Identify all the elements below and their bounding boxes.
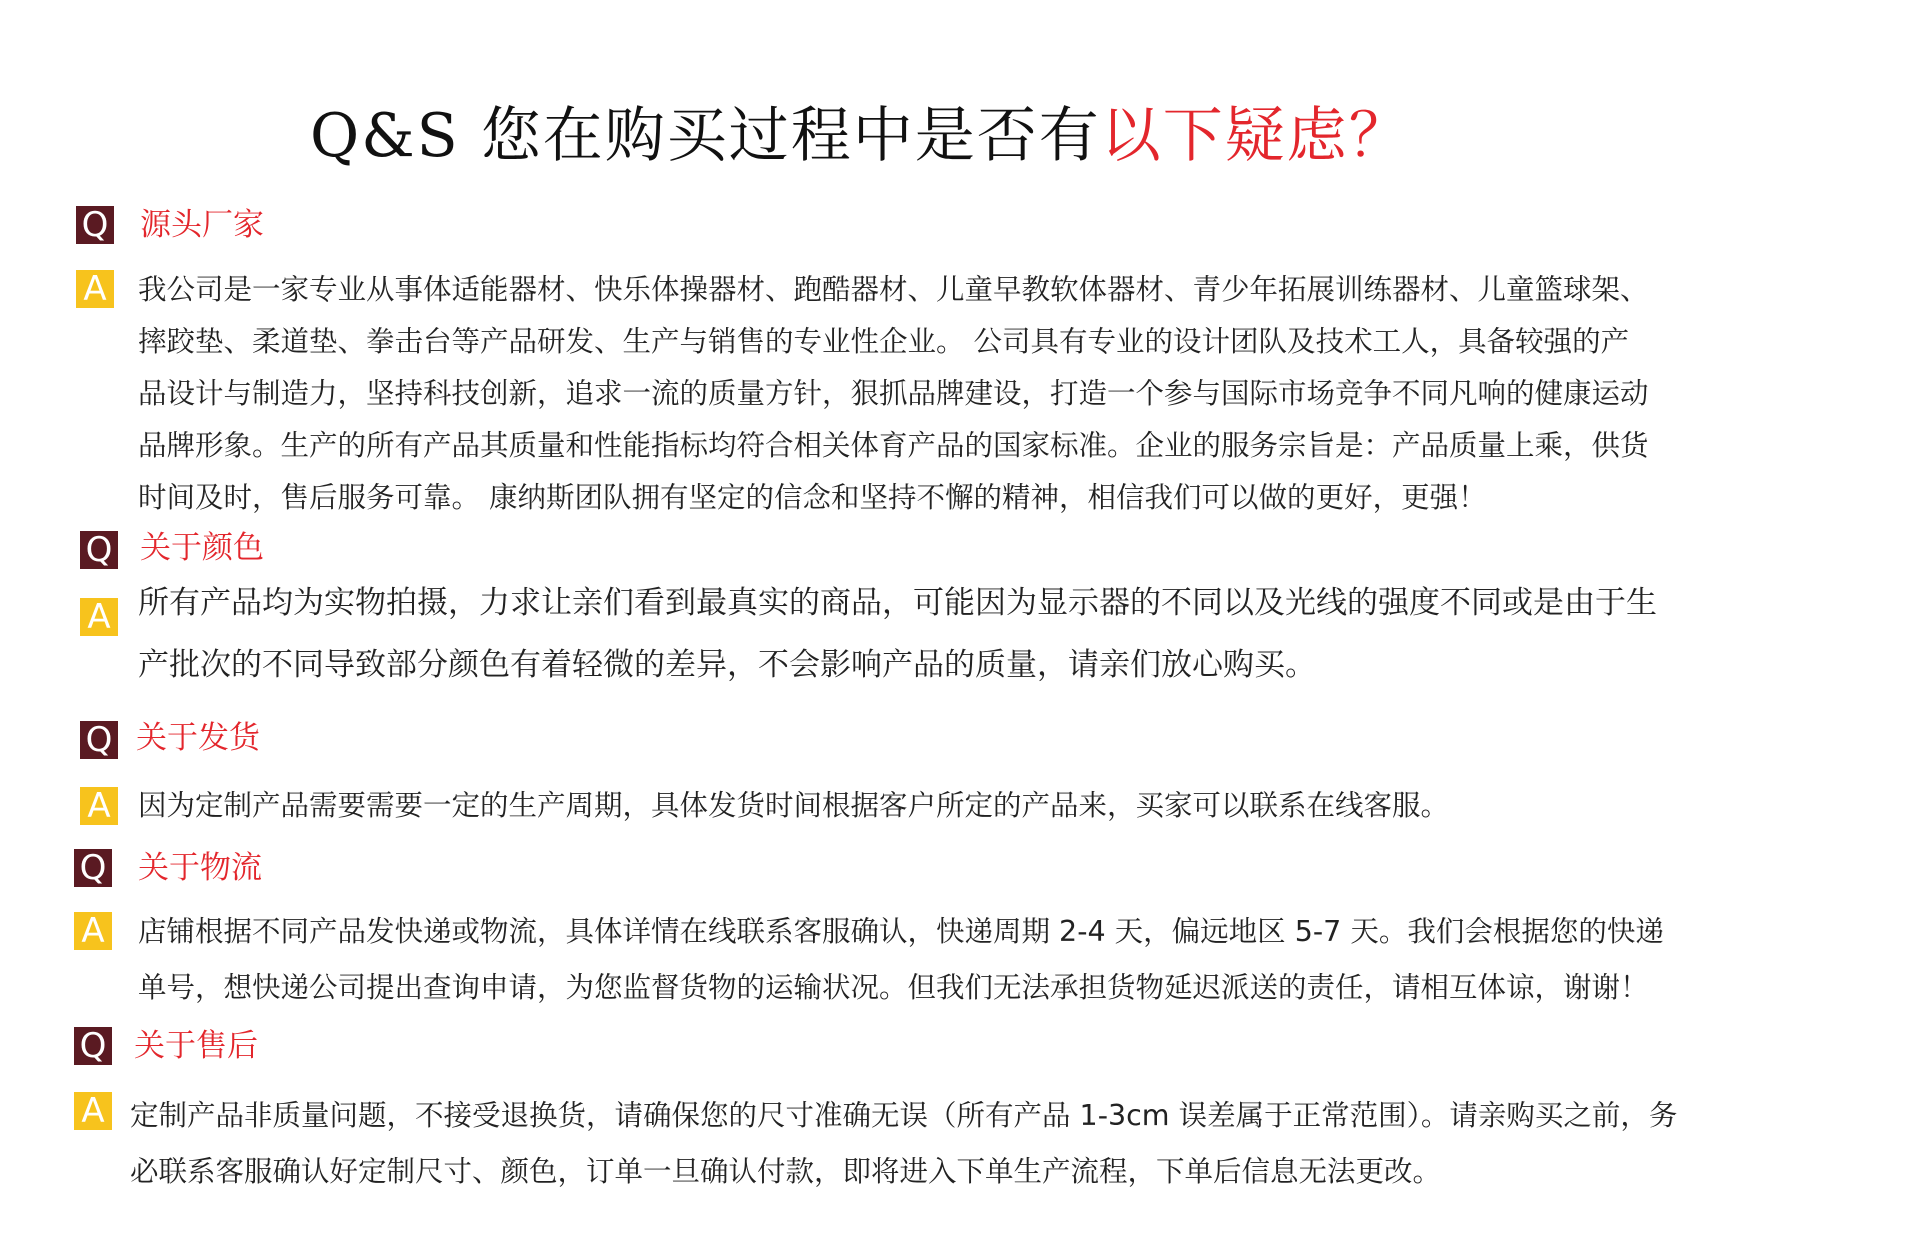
question-title-logistics: 关于物流 [138, 850, 262, 886]
question-title-after-sales: 关于售后 [134, 1028, 258, 1064]
page-title-prefix: Q&S 您在购买过程中是否有 [310, 101, 1101, 171]
answer-logistics [138, 904, 1798, 1016]
answer-line: 我公司是一家专业从事体适能器材、快乐体操器材、跑酷器材、儿童早教软体器材、青少年拓展训练器材、儿童篮球架、 [138, 273, 1649, 306]
question-badge-icon: Q [74, 849, 112, 887]
answer-line: 单号，想快递公司提出查询申请，为您监督货物的运输状况。但我们无法承担货物延迟派送的责任，请相互体谅，谢谢！ [138, 971, 1649, 1004]
answer-badge-icon: A [80, 787, 118, 825]
question-title-color: 关于颜色 [140, 530, 264, 566]
page-title-highlight: 以下疑虑？ [1100, 101, 1411, 171]
answer-after-sales [130, 1088, 1790, 1200]
answer-line: 品牌形象。生产的所有产品其质量和性能指标均符合相关体育产品的国家标准。企业的服务宗旨是：产品质量上乘，供货 [138, 429, 1649, 462]
answer-badge-icon: A [76, 270, 114, 308]
question-title-shipping: 关于发货 [136, 720, 260, 756]
answer-line: 所有产品均为实物拍摄，力求让亲们看到最真实的商品，可能因为显示器的不同以及光线的强度不同或是由于生 [138, 585, 1657, 621]
answer-line: 产批次的不同导致部分颜色有着轻微的差异，不会影响产品的质量，请亲们放心购买。 [138, 647, 1316, 683]
answer-shipping [138, 784, 1798, 828]
answer-line: 品设计与制造力，坚持科技创新，追求一流的质量方针，狠抓品牌建设，打造一个参与国际市场竞争不同凡响的健康运动 [138, 377, 1649, 410]
page-title [310, 96, 1610, 176]
answer-line: 时间及时，售后服务可靠。 康纳斯团队拥有坚定的信念和坚持不懈的精神，相信我们可以做的更好，更强！ [138, 481, 1487, 514]
question-badge-icon: Q [74, 1027, 112, 1065]
answer-line: 必联系客服确认好定制尺寸、颜色，订单一旦确认付款，即将进入下单生产流程，下单后信息无法更改。 [130, 1155, 1442, 1188]
question-badge-icon: Q [80, 531, 118, 569]
answer-color [138, 572, 1798, 696]
answer-badge-icon: A [74, 912, 112, 950]
answer-line: 摔跤垫、柔道垫、拳击台等产品研发、生产与销售的专业性企业。 公司具有专业的设计团队及技术工人，具备较强的产 [138, 325, 1630, 358]
answer-badge-icon: A [80, 598, 118, 636]
question-badge-icon: Q [76, 206, 114, 244]
question-title-source-factory: 源头厂家 [140, 207, 264, 243]
answer-line: 店铺根据不同产品发快递或物流，具体详情在线联系客服确认，快递周期 2-4 天，偏远地区 5-7 天。我们会根据您的快递 [138, 915, 1664, 948]
answer-line: 定制产品非质量问题，不接受退换货，请确保您的尺寸准确无误（所有产品 1-3cm 误差属于正常范围）。请亲购买之前，务 [130, 1099, 1678, 1132]
answer-badge-icon: A [74, 1092, 112, 1130]
answer-line: 因为定制产品需要需要一定的生产周期，具体发货时间根据客户所定的产品来，买家可以联系在线客服。 [138, 789, 1450, 822]
question-badge-icon: Q [80, 721, 118, 759]
answer-source-factory [138, 264, 1798, 524]
